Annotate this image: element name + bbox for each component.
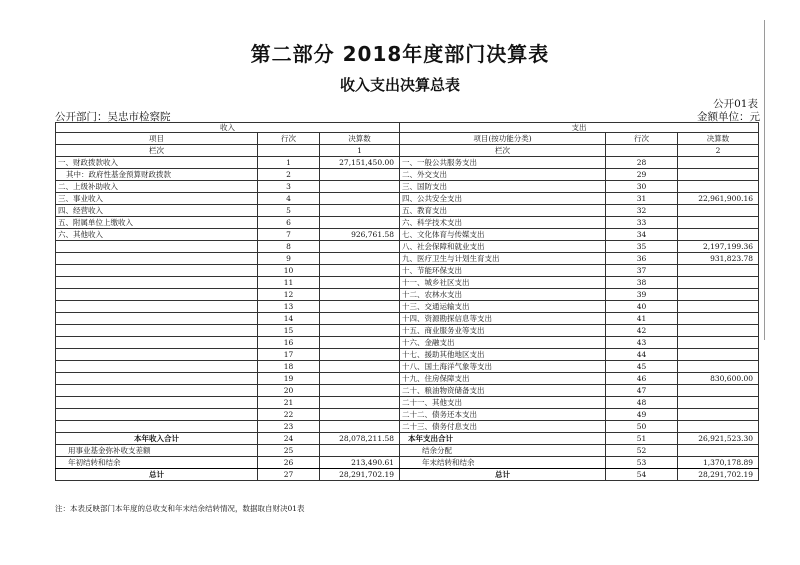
- table-row: [56, 217, 759, 229]
- expense-item-cell: 一、一般公共服务支出: [400, 157, 606, 169]
- expense-amount-cell: [678, 385, 759, 397]
- income-item-cell: [56, 337, 258, 349]
- income-line-cell: 10: [258, 265, 320, 277]
- expense-line-cell: 44: [606, 349, 678, 361]
- expense-line-cell: 29: [606, 169, 678, 181]
- income-amount-cell: [320, 205, 400, 217]
- table-row: [56, 421, 759, 433]
- expense-amount-header: 决算数: [678, 133, 759, 145]
- income-amount-cell: 27,151,450.00: [320, 157, 400, 169]
- expense-line-cell: 48: [606, 397, 678, 409]
- opening-balance-line: 26: [258, 457, 320, 469]
- expense-item-cell: 八、社会保障和就业支出: [400, 241, 606, 253]
- opening-balance-label: 年初结转和结余: [56, 457, 258, 469]
- expense-amount-cell: [678, 157, 759, 169]
- expense-amount-cell: 22,961,900.16: [678, 193, 759, 205]
- expense-item-header: 项目(按功能分类): [400, 133, 606, 145]
- expense-line-cell: 31: [606, 193, 678, 205]
- income-item-cell: [56, 373, 258, 385]
- income-item-cell: 二、上级补助收入: [56, 181, 258, 193]
- income-amount-cell: [320, 217, 400, 229]
- expense-year-total-label: 本年支出合计: [400, 433, 606, 445]
- income-amount-cell: [320, 409, 400, 421]
- expense-line-header: 行次: [606, 133, 678, 145]
- expense-line-cell: 45: [606, 361, 678, 373]
- expense-line-cell: 36: [606, 253, 678, 265]
- expense-line-cell: 49: [606, 409, 678, 421]
- income-amount-cell: [320, 325, 400, 337]
- expense-amount-cell: [678, 289, 759, 301]
- table-row: [56, 313, 759, 325]
- expense-item-cell: 十七、援助其他地区支出: [400, 349, 606, 361]
- expense-line-cell: 35: [606, 241, 678, 253]
- expense-line-cell: 46: [606, 373, 678, 385]
- expense-amount-cell: [678, 361, 759, 373]
- section-header-row: [56, 123, 759, 133]
- income-amount-cell: [320, 361, 400, 373]
- amount-unit: 金额单位：元: [697, 111, 760, 123]
- table-row: [56, 289, 759, 301]
- closing-balance-amount: 1,370,178.89: [678, 457, 759, 469]
- income-item-cell: [56, 313, 258, 325]
- expense-item-cell: 二十一、其他支出: [400, 397, 606, 409]
- expense-item-cell: 二、外交支出: [400, 169, 606, 181]
- income-item-cell: [56, 421, 258, 433]
- expense-item-cell: 九、医疗卫生与计划生育支出: [400, 253, 606, 265]
- table-row: [56, 205, 759, 217]
- page-edge-line: [764, 20, 765, 340]
- income-grand-total-label: 总计: [56, 469, 258, 481]
- income-line-cell: 22: [258, 409, 320, 421]
- surplus-distribution-line: 52: [606, 445, 678, 457]
- income-item-cell: 三、事业收入: [56, 193, 258, 205]
- income-amount-cell: [320, 397, 400, 409]
- income-section-header: 收入: [56, 123, 400, 133]
- table-title: 收入支出决算总表: [339, 76, 460, 94]
- income-line-cell: 7: [258, 229, 320, 241]
- expense-line-blank: [606, 145, 678, 157]
- page-title: 第二部分 2018年度部门决算表: [250, 42, 550, 66]
- year-total-row: [56, 433, 759, 445]
- income-amount-cell: [320, 301, 400, 313]
- expense-line-cell: 42: [606, 325, 678, 337]
- expense-line-cell: 37: [606, 265, 678, 277]
- expense-amount-cell: [678, 205, 759, 217]
- expense-line-cell: 43: [606, 337, 678, 349]
- form-number: 公开01表: [713, 98, 758, 110]
- income-line-cell: 18: [258, 361, 320, 373]
- table-row: [56, 181, 759, 193]
- income-column-label: 栏次: [56, 145, 258, 157]
- income-line-cell: 21: [258, 397, 320, 409]
- expense-amount-cell: [678, 313, 759, 325]
- expense-item-cell: 十一、城乡社区支出: [400, 277, 606, 289]
- expense-column-label: 栏次: [400, 145, 606, 157]
- income-item-cell: 六、其他收入: [56, 229, 258, 241]
- income-line-cell: 12: [258, 289, 320, 301]
- expense-item-cell: 十三、交通运输支出: [400, 301, 606, 313]
- income-item-cell: 五、附属单位上缴收入: [56, 217, 258, 229]
- table-row: [56, 241, 759, 253]
- expense-amount-cell: [678, 409, 759, 421]
- income-expense-table: [55, 122, 759, 481]
- expense-item-cell: 二十二、债务还本支出: [400, 409, 606, 421]
- income-line-cell: 14: [258, 313, 320, 325]
- expense-amount-cell: [678, 181, 759, 193]
- table-row: [56, 349, 759, 361]
- surplus-distribution-amount: [678, 445, 759, 457]
- income-item-cell: [56, 289, 258, 301]
- income-amount-cell: [320, 289, 400, 301]
- income-line-cell: 9: [258, 253, 320, 265]
- income-amount-cell: 926,761.58: [320, 229, 400, 241]
- income-amount-cell: [320, 313, 400, 325]
- income-amount-cell: [320, 193, 400, 205]
- table-row: [56, 325, 759, 337]
- expense-amount-cell: [678, 337, 759, 349]
- closing-balance-line: 53: [606, 457, 678, 469]
- expense-amount-cell: [678, 277, 759, 289]
- income-grand-total-line: 27: [258, 469, 320, 481]
- income-line-cell: 23: [258, 421, 320, 433]
- column-header-row: [56, 133, 759, 145]
- expense-amount-cell: [678, 325, 759, 337]
- grand-total-row: [56, 469, 759, 481]
- expense-amount-cell: [678, 169, 759, 181]
- column-number-row: [56, 145, 759, 157]
- table-row: [56, 277, 759, 289]
- income-line-cell: 11: [258, 277, 320, 289]
- income-amount-header: 决算数: [320, 133, 400, 145]
- expense-line-cell: 40: [606, 301, 678, 313]
- fund-adjust-label: 用事业基金弥补收支差额: [56, 445, 258, 457]
- income-amount-cell: [320, 349, 400, 361]
- expense-amount-cell: [678, 229, 759, 241]
- expense-item-cell: 十九、住房保障支出: [400, 373, 606, 385]
- expense-column-number: 2: [678, 145, 759, 157]
- expense-grand-total-label: 总计: [400, 469, 606, 481]
- income-item-header: 项目: [56, 133, 258, 145]
- expense-item-cell: 五、教育支出: [400, 205, 606, 217]
- opening-balance-amount: 213,490.61: [320, 457, 400, 469]
- income-line-blank: [258, 145, 320, 157]
- expense-line-cell: 32: [606, 205, 678, 217]
- fund-adjust-amount: [320, 445, 400, 457]
- income-amount-cell: [320, 385, 400, 397]
- expense-item-cell: 二十三、债务付息支出: [400, 421, 606, 433]
- income-line-cell: 19: [258, 373, 320, 385]
- fund-adjust-line: 25: [258, 445, 320, 457]
- table-row: [56, 229, 759, 241]
- income-line-cell: 4: [258, 193, 320, 205]
- expense-year-total-line: 51: [606, 433, 678, 445]
- income-item-cell: [56, 385, 258, 397]
- expense-item-cell: 十六、金融支出: [400, 337, 606, 349]
- expense-amount-cell: [678, 301, 759, 313]
- income-item-cell: [56, 409, 258, 421]
- closing-balance-label: 年末结转和结余: [400, 457, 606, 469]
- income-amount-cell: [320, 421, 400, 433]
- expense-line-cell: 28: [606, 157, 678, 169]
- income-amount-cell: [320, 337, 400, 349]
- expense-item-cell: 四、公共安全支出: [400, 193, 606, 205]
- expense-line-cell: 50: [606, 421, 678, 433]
- income-item-cell: [56, 349, 258, 361]
- expense-line-cell: 39: [606, 289, 678, 301]
- income-item-cell: [56, 397, 258, 409]
- surplus-distribution-label: 结余分配: [400, 445, 606, 457]
- expense-item-cell: 十四、资源勘探信息等支出: [400, 313, 606, 325]
- table-row: [56, 157, 759, 169]
- expense-line-cell: 33: [606, 217, 678, 229]
- table-row: [56, 361, 759, 373]
- table-row: [56, 373, 759, 385]
- expense-amount-cell: [678, 265, 759, 277]
- income-item-cell: [56, 253, 258, 265]
- table-row: [56, 169, 759, 181]
- expense-line-cell: 30: [606, 181, 678, 193]
- income-item-cell: 其中：政府性基金预算财政拨款: [56, 169, 258, 181]
- income-year-total-label: 本年收入合计: [56, 433, 258, 445]
- income-amount-cell: [320, 241, 400, 253]
- expense-year-total-amount: 26,921,523.30: [678, 433, 759, 445]
- expense-item-cell: 二十、粮油物资储备支出: [400, 385, 606, 397]
- table-row: [56, 337, 759, 349]
- income-line-cell: 3: [258, 181, 320, 193]
- income-item-cell: [56, 325, 258, 337]
- expense-item-cell: 十五、商业服务业等支出: [400, 325, 606, 337]
- expense-amount-cell: 830,600.00: [678, 373, 759, 385]
- expense-amount-cell: 2,197,199.36: [678, 241, 759, 253]
- income-year-total-amount: 28,078,211.58: [320, 433, 400, 445]
- table-row: [56, 397, 759, 409]
- balance-row: [56, 457, 759, 469]
- income-line-cell: 8: [258, 241, 320, 253]
- income-item-cell: [56, 301, 258, 313]
- income-amount-cell: [320, 373, 400, 385]
- income-line-cell: 1: [258, 157, 320, 169]
- income-item-cell: [56, 265, 258, 277]
- expense-section-header: 支出: [400, 123, 759, 133]
- expense-item-cell: 六、科学技术支出: [400, 217, 606, 229]
- expense-item-cell: 十八、国土海洋气象等支出: [400, 361, 606, 373]
- income-line-cell: 13: [258, 301, 320, 313]
- income-item-cell: [56, 277, 258, 289]
- income-line-cell: 17: [258, 349, 320, 361]
- fund-adjust-row: [56, 445, 759, 457]
- expense-line-cell: 38: [606, 277, 678, 289]
- expense-line-cell: 47: [606, 385, 678, 397]
- income-line-cell: 15: [258, 325, 320, 337]
- income-line-header: 行次: [258, 133, 320, 145]
- expense-amount-cell: 931,823.78: [678, 253, 759, 265]
- expense-grand-total-line: 54: [606, 469, 678, 481]
- income-line-cell: 2: [258, 169, 320, 181]
- income-item-cell: 一、财政拨款收入: [56, 157, 258, 169]
- expense-amount-cell: [678, 421, 759, 433]
- income-column-number: 1: [320, 145, 400, 157]
- income-item-cell: 四、经营收入: [56, 205, 258, 217]
- income-amount-cell: [320, 253, 400, 265]
- table-row: [56, 385, 759, 397]
- expense-grand-total-amount: 28,291,702.19: [678, 469, 759, 481]
- expense-line-cell: 34: [606, 229, 678, 241]
- expense-amount-cell: [678, 397, 759, 409]
- income-grand-total-amount: 28,291,702.19: [320, 469, 400, 481]
- expense-amount-cell: [678, 349, 759, 361]
- income-amount-cell: [320, 277, 400, 289]
- table-row: [56, 409, 759, 421]
- income-line-cell: 6: [258, 217, 320, 229]
- income-item-cell: [56, 241, 258, 253]
- table-row: [56, 193, 759, 205]
- income-item-cell: [56, 361, 258, 373]
- expense-item-cell: 七、文化体育与传媒支出: [400, 229, 606, 241]
- income-amount-cell: [320, 169, 400, 181]
- income-year-total-line: 24: [258, 433, 320, 445]
- income-amount-cell: [320, 181, 400, 193]
- income-line-cell: 5: [258, 205, 320, 217]
- table-row: [56, 265, 759, 277]
- expense-line-cell: 41: [606, 313, 678, 325]
- expense-item-cell: 十、节能环保支出: [400, 265, 606, 277]
- expense-item-cell: 三、国防支出: [400, 181, 606, 193]
- footnote: 注：本表反映部门本年度的总收支和年末结余结转情况，数据取自财决01表: [55, 504, 305, 513]
- department-label: 公开部门：吴忠市检察院: [55, 111, 171, 123]
- table-row: [56, 253, 759, 265]
- table-row: [56, 301, 759, 313]
- income-amount-cell: [320, 265, 400, 277]
- expense-amount-cell: [678, 217, 759, 229]
- income-line-cell: 20: [258, 385, 320, 397]
- income-line-cell: 16: [258, 337, 320, 349]
- expense-item-cell: 十二、农林水支出: [400, 289, 606, 301]
